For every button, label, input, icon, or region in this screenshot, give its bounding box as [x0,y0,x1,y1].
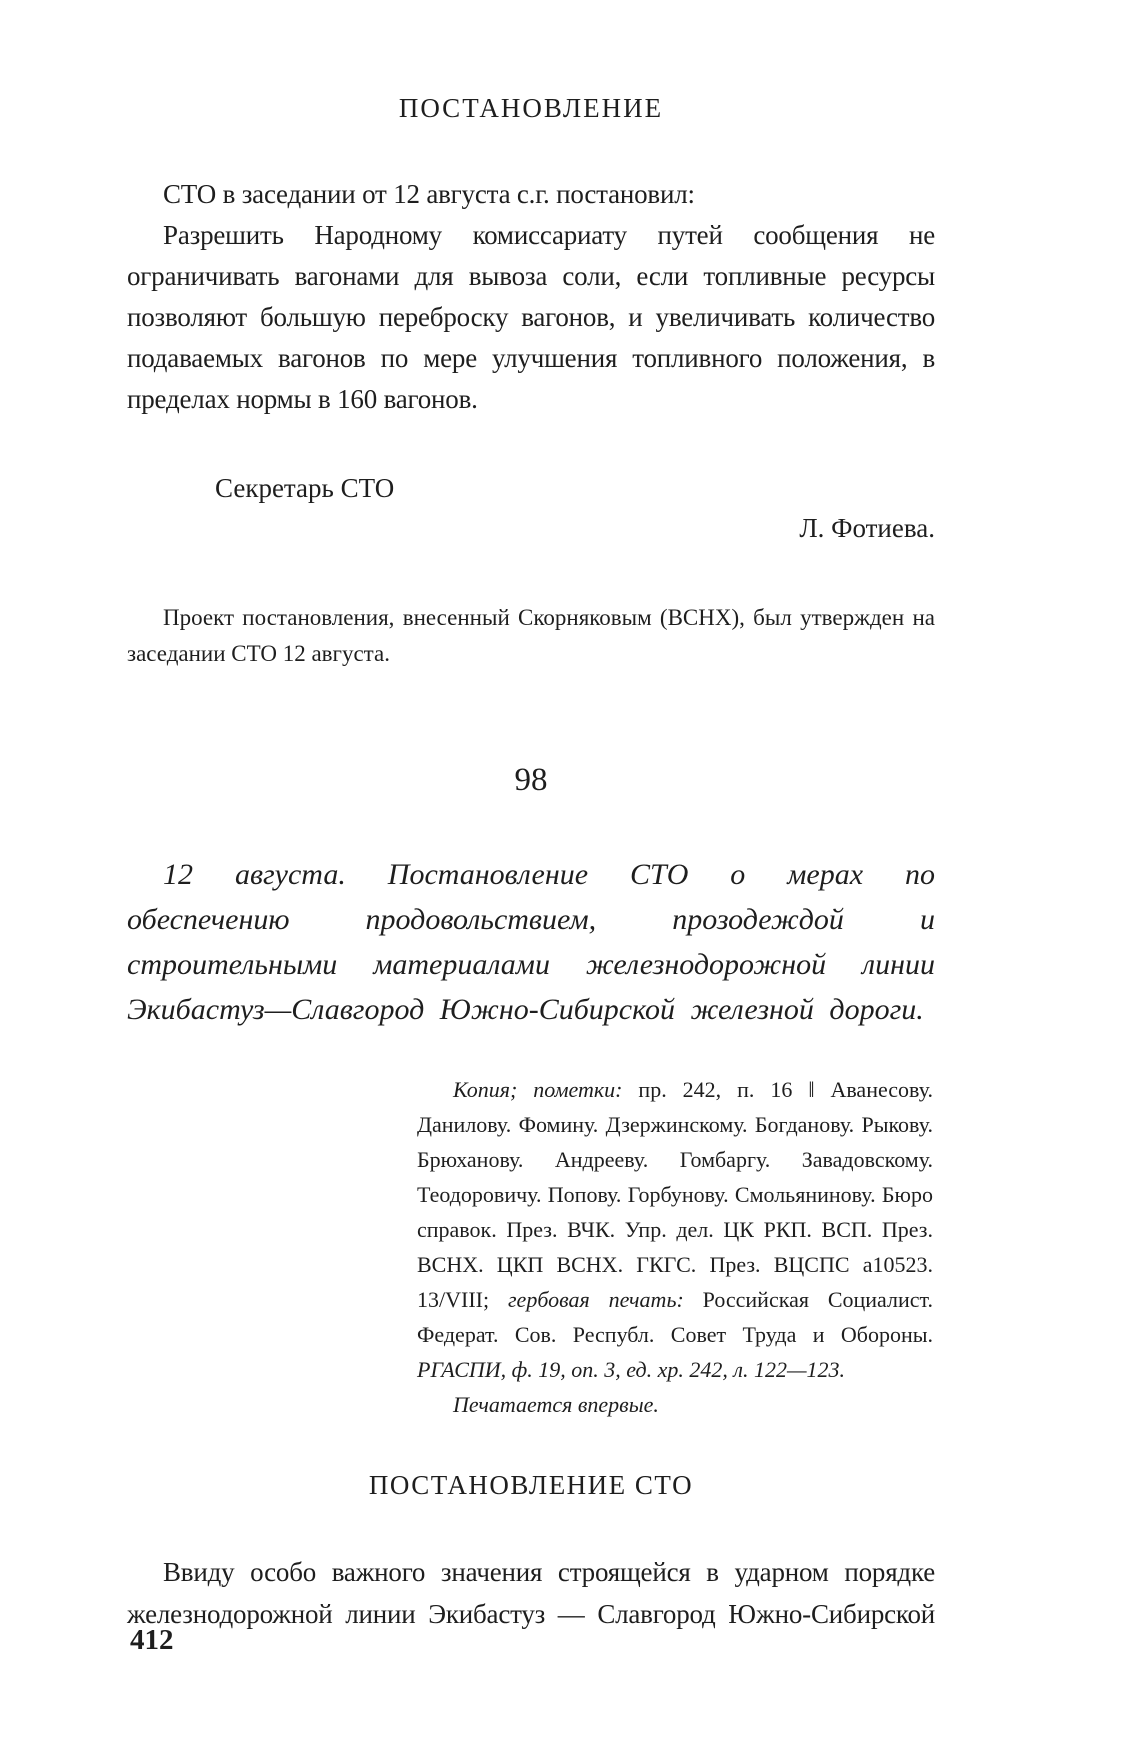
signature-name: Л. Фотиева. [799,513,935,543]
archival-source-note [417,1072,933,1387]
decree-intro-paragraph: СТО в заседании от 12 августа с.г. постановил: [163,179,695,209]
decree-sto-body-start: Ввиду особо важного значения строящейся в ударном порядке железнодорожной линии Экибастуз — Славгород Южно-Сибирской [127,1557,935,1629]
section-title: 12 августа. Постановление СТО о мерах по обеспечению продовольствием, прозодеждой и строительными материалами железнодорожной линии Экибастуз—Славгород Южно-Сибирской железной дороги. [127,858,935,1026]
decree-sto-subheading: ПОСТАНОВЛЕНИЕ СТО [368,1470,694,1500]
decree-body-paragraph: Разрешить Народному комиссариату путей сообщения не ограничивать вагонами для вывоза соли, если топливные ресурсы позволяют большую переброску вагонов, и увеличивать количество подаваемых вагонов по мере улучшения топливного положения, в пределах нормы в 160 вагонов. [127,220,935,414]
signature-role: Секретарь СТО [215,473,395,503]
editorial-note: Проект постановления, внесенный Скорняковым (ВСНХ), был утвержден на заседании СТО 12 августа. [127,605,935,666]
source-note-segment: гербовая печать: [507,1287,684,1312]
source-note-segment: Российская Социалист. Федерат. Сов. Республ. Совет Труда и Обороны. [417,1287,933,1347]
source-note-segment: Копия; пометки: [453,1077,623,1102]
source-note-segment: РГАСПИ, ф. 19, оп. 3, ед. хр. 242, л. 122—123. [417,1357,846,1382]
printed-first-time-note: Печатается впервые. [453,1392,659,1417]
section-number: 98 [514,762,548,798]
decree-heading: ПОСТАНОВЛЕНИЕ [398,93,664,123]
source-note-segment: пр. 242, п. 16 ‖ Аванесову. Данилову. Фомину. Дзержинскому. Богданову. Рыкову. Брюханову. Андрееву. Гомбаргу. Завадовскому. Теодоровичу. Попову. Горбунову. Смольянинову. Бюро справок. През. ВЧК. Упр. дел. ЦК РКП. ВСП. През. ВСНХ. ЦКП ВСНХ. ГКГС. През. ВЦСПС а10523. 13/VIII; [417,1077,933,1312]
page-number: 412 [130,1624,174,1656]
page-content [127,88,935,1635]
